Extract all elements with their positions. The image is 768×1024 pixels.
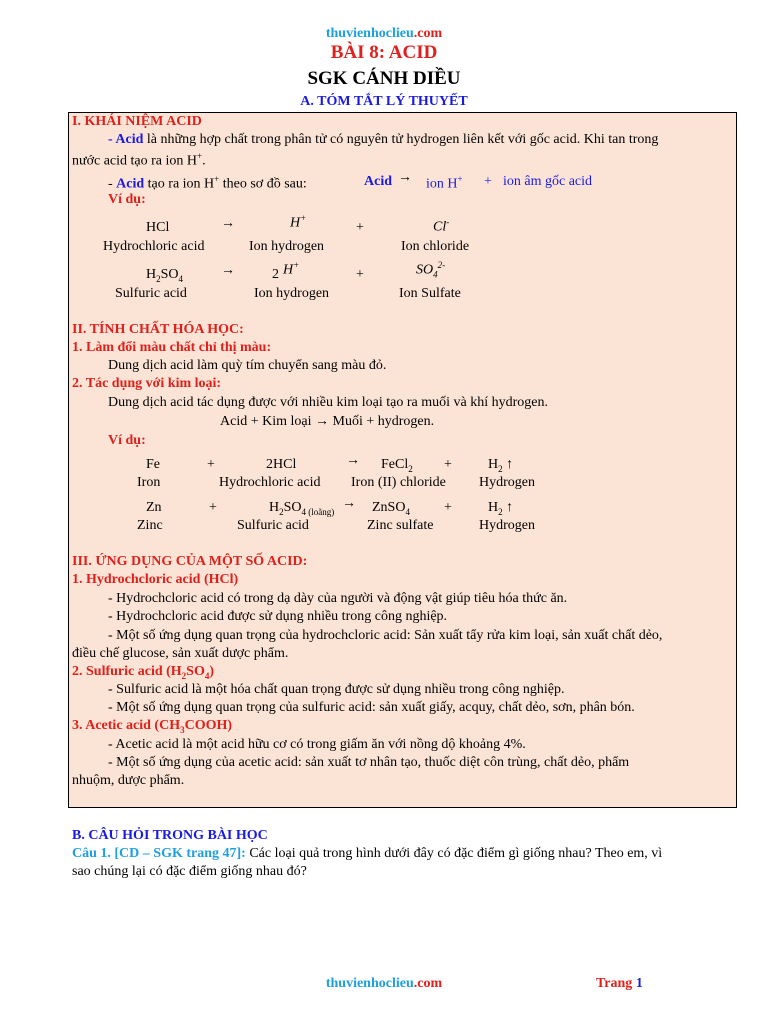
section3-sub1-line2: - Hydrochcloric acid được sử dụng nhiều trong công nghiệp. (108, 609, 448, 624)
ex2-arrow: → (221, 263, 235, 278)
section3-sub1-line3a: - Một số ứng dụng quan trọng của hydrochcloric acid: Sản xuất tẩy rửa kim loại, sản xuất chất dẻo, (108, 628, 663, 643)
r2-c: ZnSO$_4$ (372, 500, 410, 517)
footer-site-name: thuvienhoclieu (325, 976, 414, 991)
section2-sub1: 1. Làm đổi màu chất chỉ thị màu: (72, 340, 272, 355)
r1-d: $H_2$ ↑ (488, 457, 514, 474)
r2-label-b: Sulfuric acid (237, 518, 309, 533)
r2-plus2: + (444, 500, 452, 515)
site-header (0, 26, 768, 42)
ex2-coef: 2 (272, 267, 279, 282)
ex2-ion-so4: $SO_4^{2-}$ (416, 260, 446, 280)
section3-sub3: 3. Acetic acid $(CH_3COOH)$ (72, 718, 233, 735)
r1-plus1: + (207, 457, 215, 472)
section3-sub1-line1: - Hydrochcloric acid có trong dạ dày của người và động vật giúp tiêu hóa thức ăn. (108, 591, 568, 606)
r2-b: $H_2SO_{4 (loãng)}$ (269, 500, 335, 517)
r1-b: 2HCl (266, 457, 297, 472)
definition-line1: - Acid là những hợp chất trong phân tử có nguyên tử hydrogen liên kết với gốc acid. Khi tan trong (108, 132, 659, 147)
page-number: Trang 1 (596, 976, 643, 991)
book-title: SGK CÁNH DIỀU (307, 68, 461, 89)
scheme-arrow: → (398, 170, 412, 185)
ex2-label-b: Ion hydrogen (254, 286, 330, 301)
section-a-title: A. TÓM TẮT LÝ THUYẾT (300, 94, 468, 109)
r1-plus2: + (444, 457, 452, 472)
ex1-plus: + (356, 220, 364, 235)
section-b-heading: B. CÂU HỎI TRONG BÀI HỌC (72, 828, 268, 843)
section2-sub1-text: Dung dịch acid làm quỳ tím chuyển sang màu đỏ. (108, 358, 387, 373)
question-1-line2: sao chúng lại có đặc điểm giống nhau đó? (72, 864, 307, 879)
r2-a: Zn (146, 500, 162, 515)
scheme-rhs: ion âm gốc acid (503, 174, 593, 189)
section1-heading: I. KHÁI NIỆM ACID (72, 114, 202, 129)
ex1-label-b: Ion hydrogen (249, 239, 325, 254)
ex2-ion-h: H+ (283, 260, 300, 278)
section3-heading: III. ỨNG DỤNG CỦA MỘT SỐ ACID: (72, 554, 308, 569)
section2-heading: II. TÍNH CHẤT HÓA HỌC: (72, 322, 244, 337)
r2-arrow: → (342, 496, 356, 511)
site-tld: .com (413, 26, 443, 41)
site-footer (0, 976, 768, 992)
r1-label-a: Iron (137, 475, 161, 490)
scheme-ion: ion H+ (426, 174, 463, 192)
r1-label-d: Hydrogen (479, 475, 535, 490)
section3-sub3-line1: - Acetic acid là một acid hữu cơ có trong giấm ăn với nồng dộ khoảng 4%. (108, 737, 526, 752)
definition-line2: nước acid tạo ra ion H+. (72, 151, 206, 169)
section3-sub3-line2a: - Một số ứng dụng của acetic acid: sản xuất tơ nhân tạo, thuốc diệt côn trùng, chất dẻo, phẩm (108, 755, 630, 770)
ex2-label-a: Sulfuric acid (115, 286, 187, 301)
ex2-reactant: $H_2SO_4$ (146, 267, 184, 284)
ex1-reactant: HCl (146, 220, 170, 235)
example-label-2: Ví dụ: (108, 433, 146, 448)
ex1-arrow: → (221, 216, 235, 231)
lesson-title: BÀI 8: ACID (330, 42, 438, 63)
section3-sub2-line2: - Một số ứng dụng quan trọng của sulfuric acid: sản xuất giấy, acquy, chất dẻo, sơn, phân bón. (108, 700, 635, 715)
r1-c: FeCl$_2$ (381, 457, 413, 474)
scheme-lhs: Acid (364, 174, 392, 189)
example-label-1: Ví dụ: (108, 192, 146, 207)
r2-label-d: Hydrogen (479, 518, 535, 533)
r1-a: Fe (146, 457, 160, 472)
ex2-plus: + (356, 267, 364, 282)
r2-d: $H_2$ ↑ (488, 500, 514, 517)
section2-sub2-text: Dung dịch acid tác dụng được với nhiều kim loại tạo ra muối và khí hydrogen. (108, 395, 548, 410)
ex2-label-c: Ion Sulfate (399, 286, 461, 301)
scheme-plus: + (484, 174, 492, 189)
section3-sub2-line1: - Sulfuric acid là một hóa chất quan trọng được sử dụng nhiều trong công nghiệp. (108, 682, 565, 697)
ex1-ion-cl: Cl- (433, 217, 450, 235)
footer-site-tld: .com (413, 976, 443, 991)
section3-sub2: 2. Sulfuric acid $(H_2SO_4)$ (72, 664, 215, 681)
r1-label-b: Hydrochloric acid (219, 475, 321, 490)
section3-sub3-line2b: nhuộm, dược phẩm. (72, 773, 185, 788)
section2-sub2: 2. Tác dụng với kim loại: (72, 376, 222, 391)
r2-label-a: Zinc (137, 518, 163, 533)
site-name: thuvienhoclieu (325, 26, 414, 41)
section3-sub1: 1. Hydrochcloric acid (HCl) (72, 572, 239, 587)
r2-plus1: + (209, 500, 217, 515)
ex1-ion-h: H+ (290, 213, 307, 231)
general-equation: Acid + Kim loại → Muối + hydrogen. (220, 414, 435, 429)
r2-label-c: Zinc sulfate (367, 518, 434, 533)
ex1-label-a: Hydrochloric acid (103, 239, 205, 254)
r1-arrow: → (346, 453, 360, 468)
ex1-label-c: Ion chloride (401, 239, 470, 254)
section3-sub1-line3b: điều chế glucose, sản xuất dược phẩm. (72, 646, 289, 661)
r1-label-c: Iron (II) chloride (351, 475, 446, 490)
scheme-line: - Acid tạo ra ion H+ theo sơ đồ sau: (108, 174, 307, 192)
question-1-line1: Câu 1. [CD – SGK trang 47]: Các loại quả trong hình dưới đây có đặc điểm gì giống nhau? Theo em, vì (72, 846, 663, 861)
